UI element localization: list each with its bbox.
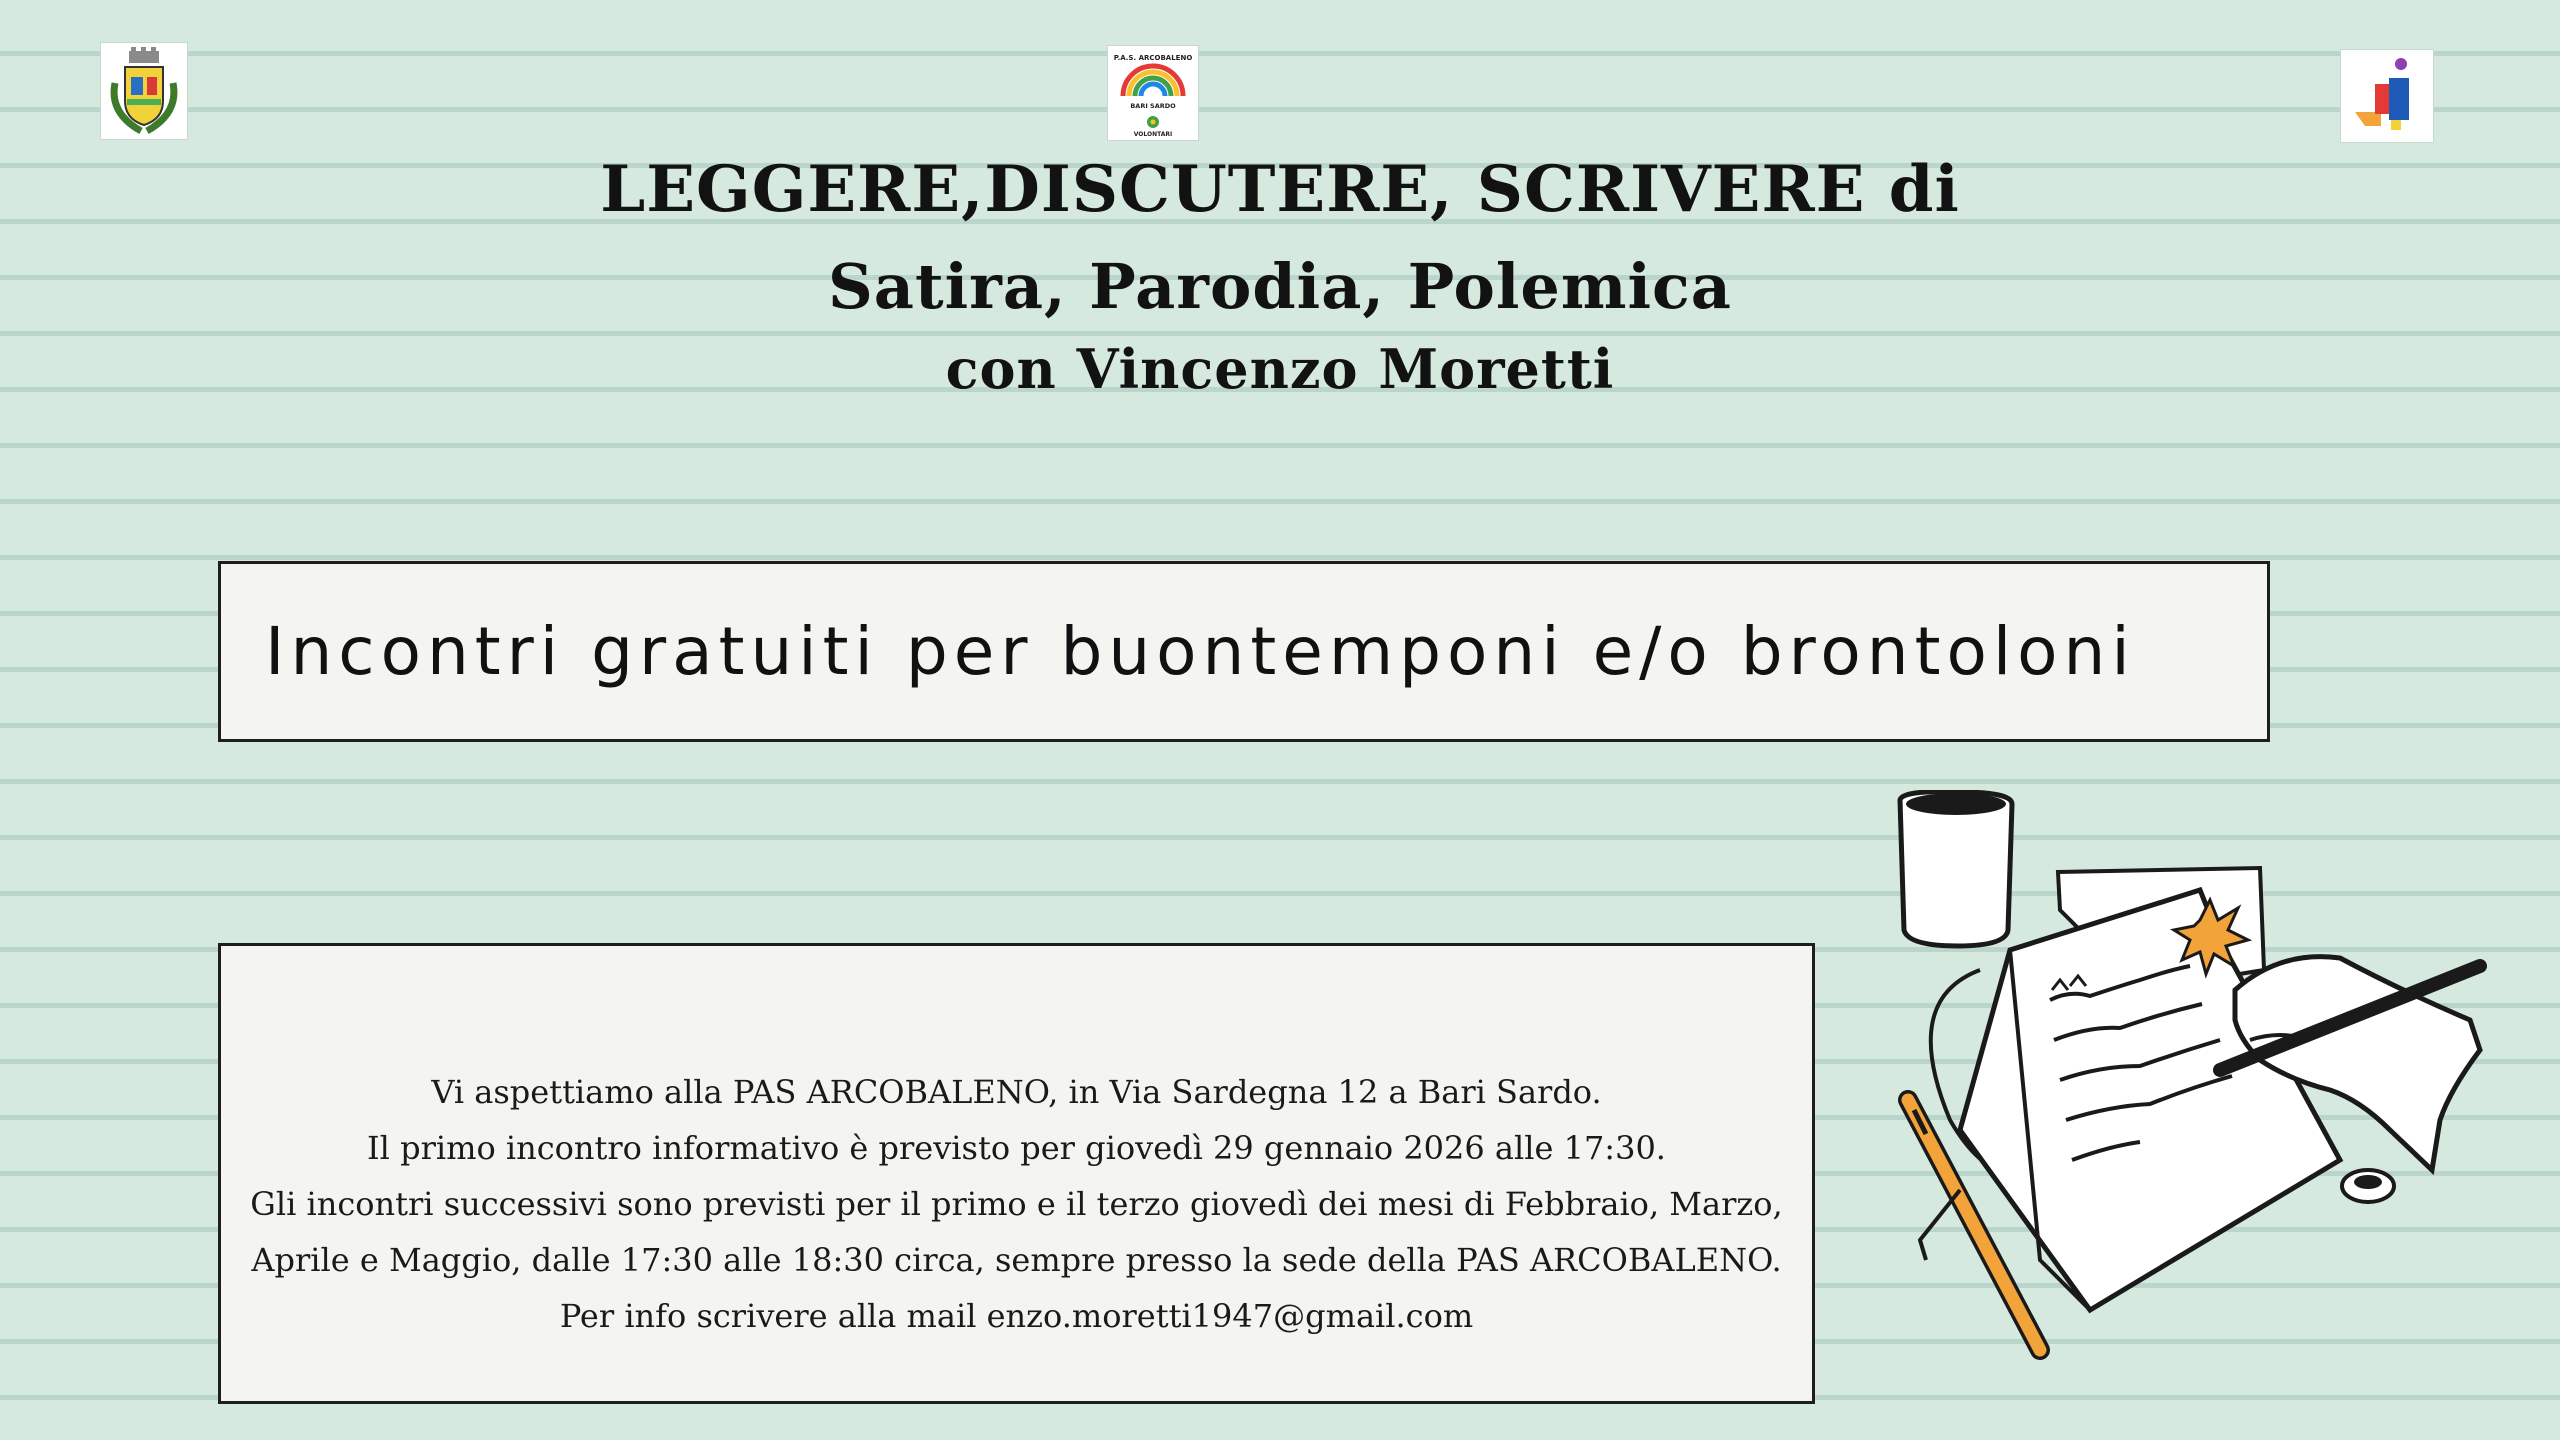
pas-arcobaleno-logo [1108,46,1198,140]
hand-writing-icon [1840,790,2500,1390]
municipal-crest-logo [101,43,187,139]
info-line-4: Aprile e Maggio, dalle 17:30 alle 18:30 circa, sempre presso la sede della PAS ARCOBALENO. [251,1241,1782,1279]
banner-text: Incontri gratuiti per buontemponi e/o brontoloni [265,613,2136,690]
banner-box [218,561,2270,742]
info-line-2: Il primo incontro informativo è previsto per giovedì 29 gennaio 2026 alle 17:30. [367,1129,1666,1167]
info-line-1: Vi aspettiamo alla PAS ARCOBALENO, in Via Sardegna 12 a Bari Sardo. [431,1073,1602,1111]
svg-text:P.A.S. ARCOBALENO: P.A.S. ARCOBALENO [1113,54,1193,62]
info-line-3: Gli incontri successivi sono previsti per il primo e il terzo giovedì dei mesi di Febbraio, Marzo, [250,1185,1783,1223]
info-line-5: Per info scrivere alla mail enzo.moretti1947@gmail.com [559,1297,1474,1335]
info-text [221,1064,1812,1344]
notebook-icon [1960,890,2340,1310]
svg-text:BARI SARDO: BARI SARDO [1130,102,1176,110]
blocks-logo-icon [2341,50,2433,142]
title-line-2: Satira, Parodia, Polemica [828,250,1732,323]
colored-blocks-logo [2341,50,2433,142]
writing-illustration [1840,790,2500,1390]
coffee-cup-icon [1900,792,2012,946]
title-line-3: con Vincenzo Moretti [945,337,1615,401]
info-box [218,943,1815,1404]
crest-icon [101,43,187,139]
title-line-1: LEGGERE,DISCUTERE, SCRIVERE di [600,152,1960,227]
rainbow-logo-icon [1108,46,1198,140]
svg-text:VOLONTARI: VOLONTARI [1133,131,1173,138]
